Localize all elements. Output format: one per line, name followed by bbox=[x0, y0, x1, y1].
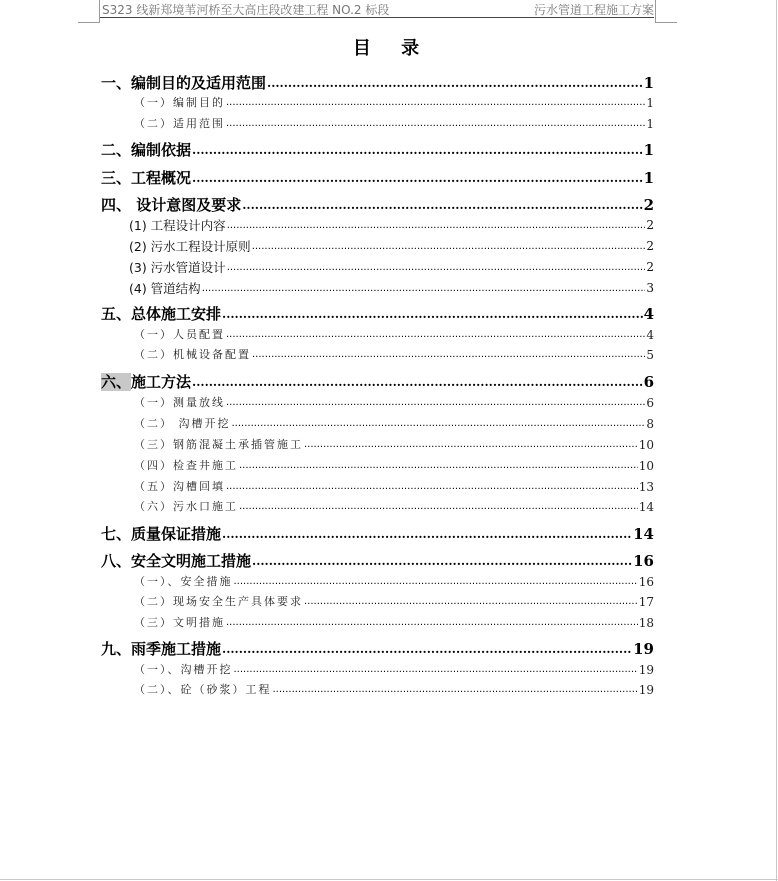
toc-entry-label-text: （二） 沟槽开挖 bbox=[134, 417, 231, 430]
toc-entry-s7[interactable] bbox=[101, 524, 654, 544]
toc-entry-label-text: 三、工程概况 bbox=[101, 169, 192, 187]
header-project-title: S323 线新郑境苇河桥至大高庄段改建工程 NO.2 标段 bbox=[102, 3, 390, 17]
toc-entry-page-number: 13 bbox=[638, 480, 654, 494]
toc-entry-page-number: 4 bbox=[646, 328, 654, 342]
toc-dot-leader bbox=[252, 347, 645, 363]
toc-dot-leader bbox=[242, 195, 642, 215]
toc-entry-label bbox=[101, 372, 191, 392]
crop-mark-top-right bbox=[655, 0, 656, 22]
toc-dot-leader bbox=[222, 304, 643, 324]
toc-entry-page-number: 1 bbox=[643, 141, 654, 159]
toc-entry-page-number: 1 bbox=[643, 169, 654, 187]
toc-entry-s9-2[interactable] bbox=[134, 682, 654, 698]
toc-entry-label-text: 一、编制目的及适用范围 bbox=[101, 74, 267, 92]
toc-entry-label bbox=[134, 499, 238, 515]
toc-entry-s4-1[interactable] bbox=[129, 217, 654, 234]
toc-dot-leader bbox=[192, 140, 643, 160]
toc-entry-page-number: 1 bbox=[643, 74, 654, 92]
toc-dot-leader bbox=[192, 372, 643, 392]
toc-entry-label bbox=[129, 217, 226, 234]
toc-entry-label-text: （六）污水口施工 bbox=[134, 500, 238, 513]
toc-entry-s1[interactable] bbox=[101, 73, 654, 93]
toc-entry-label-text: （三）钢筋混凝土承插管施工 bbox=[134, 438, 303, 451]
toc-entry-page-number: 16 bbox=[633, 552, 654, 570]
toc-entry-label bbox=[101, 551, 251, 571]
toc-entry-label bbox=[101, 73, 266, 93]
toc-entry-label-text: （二）、砼（砂浆）工程 bbox=[134, 683, 272, 696]
toc-entry-label bbox=[134, 395, 225, 411]
toc-entry-s6-4[interactable] bbox=[134, 458, 654, 474]
toc-entry-label bbox=[129, 259, 226, 276]
toc-entry-label bbox=[134, 327, 225, 343]
header-document-title: 污水管道工程施工方案 bbox=[533, 3, 654, 17]
toc-entry-label bbox=[134, 574, 233, 590]
toc-entry-label bbox=[101, 639, 221, 659]
page-edge-bottom bbox=[0, 879, 778, 880]
toc-entry-label-text: (3) 污水管道设计 bbox=[129, 260, 226, 275]
toc-entry-label-text: (4) 管道结构 bbox=[129, 281, 201, 296]
toc-entry-s9-1[interactable] bbox=[134, 662, 654, 678]
toc-dot-leader bbox=[226, 116, 645, 132]
toc-dot-leader bbox=[252, 551, 632, 571]
toc-entry-page-number: 2 bbox=[643, 196, 654, 214]
toc-entry-label-text: 八、安全文明施工措施 bbox=[101, 552, 252, 570]
toc-entry-page-number: 19 bbox=[638, 663, 654, 677]
toc-entry-label-text: (2) 污水工程设计原则 bbox=[129, 239, 251, 254]
toc-entry-label bbox=[134, 437, 303, 453]
toc-entry-label bbox=[134, 615, 225, 631]
toc-entry-page-number: 5 bbox=[646, 348, 654, 362]
toc-dot-leader bbox=[234, 662, 638, 678]
toc-entry-page-number: 14 bbox=[638, 500, 654, 514]
toc-dot-leader bbox=[239, 458, 638, 474]
toc-entry-s8-1[interactable] bbox=[134, 574, 654, 590]
toc-dot-leader bbox=[267, 73, 643, 93]
toc-entry-s4-4[interactable] bbox=[129, 280, 654, 297]
toc-dot-leader bbox=[226, 479, 638, 495]
toc-entry-label-text: （一）人员配置 bbox=[134, 328, 225, 341]
toc-entry-label-text: （二）现场安全生产具体要求 bbox=[134, 595, 303, 608]
toc-entry-page-number: 10 bbox=[638, 459, 654, 473]
toc-entry-page-number: 2 bbox=[646, 218, 654, 232]
toc-entry-s9[interactable] bbox=[101, 639, 654, 659]
toc-entry-label-prefix: 六、 bbox=[101, 373, 132, 391]
page-header bbox=[100, 0, 654, 18]
toc-entry-label-text: 九、雨季施工措施 bbox=[101, 640, 222, 658]
crop-mark-top-left-h bbox=[78, 22, 100, 23]
toc-entry-label-text: （二）机械设备配置 bbox=[134, 348, 251, 361]
toc-entry-label bbox=[134, 347, 251, 363]
toc-dot-leader bbox=[252, 238, 646, 255]
toc-entry-page-number: 8 bbox=[646, 417, 654, 431]
toc-entry-label bbox=[134, 416, 231, 432]
toc-entry-page-number: 1 bbox=[646, 96, 654, 110]
toc-dot-leader bbox=[239, 499, 638, 515]
toc-dot-leader bbox=[222, 639, 632, 659]
toc-entry-label-text: 施工方法 bbox=[131, 373, 192, 391]
toc-entry-label bbox=[134, 116, 225, 132]
toc-entry-s5-1[interactable] bbox=[134, 327, 654, 343]
toc-entry-s6-6[interactable] bbox=[134, 499, 654, 515]
toc-entry-page-number: 10 bbox=[638, 438, 654, 452]
toc-entry-page-number: 1 bbox=[646, 117, 654, 131]
toc-entry-page-number: 16 bbox=[638, 575, 654, 589]
toc-entry-label-text: (1) 工程设计内容 bbox=[129, 218, 226, 233]
toc-entry-label bbox=[101, 168, 191, 188]
toc-entry-label bbox=[134, 662, 233, 678]
toc-entry-s6-5[interactable] bbox=[134, 479, 654, 495]
toc-dot-leader bbox=[192, 168, 643, 188]
toc-entry-page-number: 14 bbox=[633, 525, 654, 543]
toc-dot-leader bbox=[234, 574, 638, 590]
toc-dot-leader bbox=[304, 594, 638, 610]
toc-dot-leader bbox=[232, 416, 646, 432]
toc-entry-s3[interactable] bbox=[101, 168, 654, 188]
toc-entry-label bbox=[134, 458, 238, 474]
toc-entry-page-number: 19 bbox=[638, 683, 654, 697]
toc-entry-s8-2[interactable] bbox=[134, 594, 654, 610]
toc-entry-s8[interactable] bbox=[101, 551, 654, 571]
toc-entry-label bbox=[134, 594, 303, 610]
toc-dot-leader bbox=[227, 259, 646, 276]
toc-entry-label-text: （二）适用范围 bbox=[134, 117, 225, 130]
toc-entry-label-text: （一）测量放线 bbox=[134, 396, 225, 409]
toc-entry-s1-1[interactable] bbox=[134, 95, 654, 111]
toc-dot-leader bbox=[226, 395, 645, 411]
toc-entry-label bbox=[129, 280, 201, 297]
toc-entry-s5[interactable] bbox=[101, 304, 654, 324]
toc-dot-leader bbox=[273, 682, 638, 698]
toc-dot-leader bbox=[227, 217, 646, 234]
toc-entry-label bbox=[101, 140, 191, 160]
toc-entry-page-number: 6 bbox=[646, 396, 654, 410]
toc-entry-s6-2[interactable] bbox=[134, 416, 654, 432]
toc-entry-s4-3[interactable] bbox=[129, 259, 654, 276]
toc-entry-label bbox=[134, 95, 225, 111]
toc-entry-label bbox=[101, 524, 221, 544]
toc-entry-label-text: （三）文明措施 bbox=[134, 616, 225, 629]
toc-entry-s6-1[interactable] bbox=[134, 395, 654, 411]
toc-entry-label bbox=[101, 304, 221, 324]
toc-dot-leader bbox=[226, 615, 638, 631]
toc-entry-label-text: 四、 设计意图及要求 bbox=[101, 196, 242, 214]
toc-dot-leader bbox=[202, 280, 646, 297]
toc-dot-leader bbox=[226, 327, 645, 343]
toc-entry-s6[interactable] bbox=[101, 372, 654, 392]
toc-entry-page-number: 6 bbox=[643, 373, 654, 391]
toc-entry-label-text: 五、总体施工安排 bbox=[101, 305, 222, 323]
toc-entry-label-text: （一）、沟槽开挖 bbox=[134, 663, 233, 676]
toc-entry-label bbox=[134, 479, 225, 495]
toc-entry-label-text: （四）检查井施工 bbox=[134, 459, 238, 472]
toc-dot-leader bbox=[226, 95, 645, 111]
toc-entry-s8-3[interactable] bbox=[134, 615, 654, 631]
toc-entry-page-number: 19 bbox=[633, 640, 654, 658]
page-edge-right bbox=[776, 0, 777, 881]
toc-entry-s6-3[interactable] bbox=[134, 437, 654, 453]
toc-entry-label-text: （五）沟槽回填 bbox=[134, 480, 225, 493]
toc-entry-page-number: 4 bbox=[643, 305, 654, 323]
toc-entry-label-text: 七、质量保证措施 bbox=[101, 525, 222, 543]
toc-entry-s5-2[interactable] bbox=[134, 347, 654, 363]
toc-entry-s1-2[interactable] bbox=[134, 116, 654, 132]
toc-entry-s4[interactable] bbox=[101, 195, 654, 215]
toc-entry-page-number: 18 bbox=[638, 616, 654, 630]
crop-mark-top-right-h bbox=[655, 22, 677, 23]
toc-title: 目 录 bbox=[352, 38, 432, 59]
toc-entry-page-number: 2 bbox=[646, 239, 654, 253]
toc-entry-label bbox=[129, 238, 251, 255]
toc-entry-page-number: 2 bbox=[646, 260, 654, 274]
toc-entry-label-text: （一）、安全措施 bbox=[134, 575, 233, 588]
toc-entry-s2[interactable] bbox=[101, 140, 654, 160]
toc-entry-label-text: 二、编制依据 bbox=[101, 141, 192, 159]
toc-entry-label bbox=[134, 682, 272, 698]
toc-entry-page-number: 17 bbox=[638, 595, 654, 609]
toc-entry-s4-2[interactable] bbox=[129, 238, 654, 255]
toc-entry-label bbox=[101, 195, 241, 215]
toc-dot-leader bbox=[304, 437, 638, 453]
toc-dot-leader bbox=[222, 524, 632, 544]
toc-entry-page-number: 3 bbox=[646, 281, 654, 295]
toc-entry-label-text: （一）编制目的 bbox=[134, 96, 225, 109]
